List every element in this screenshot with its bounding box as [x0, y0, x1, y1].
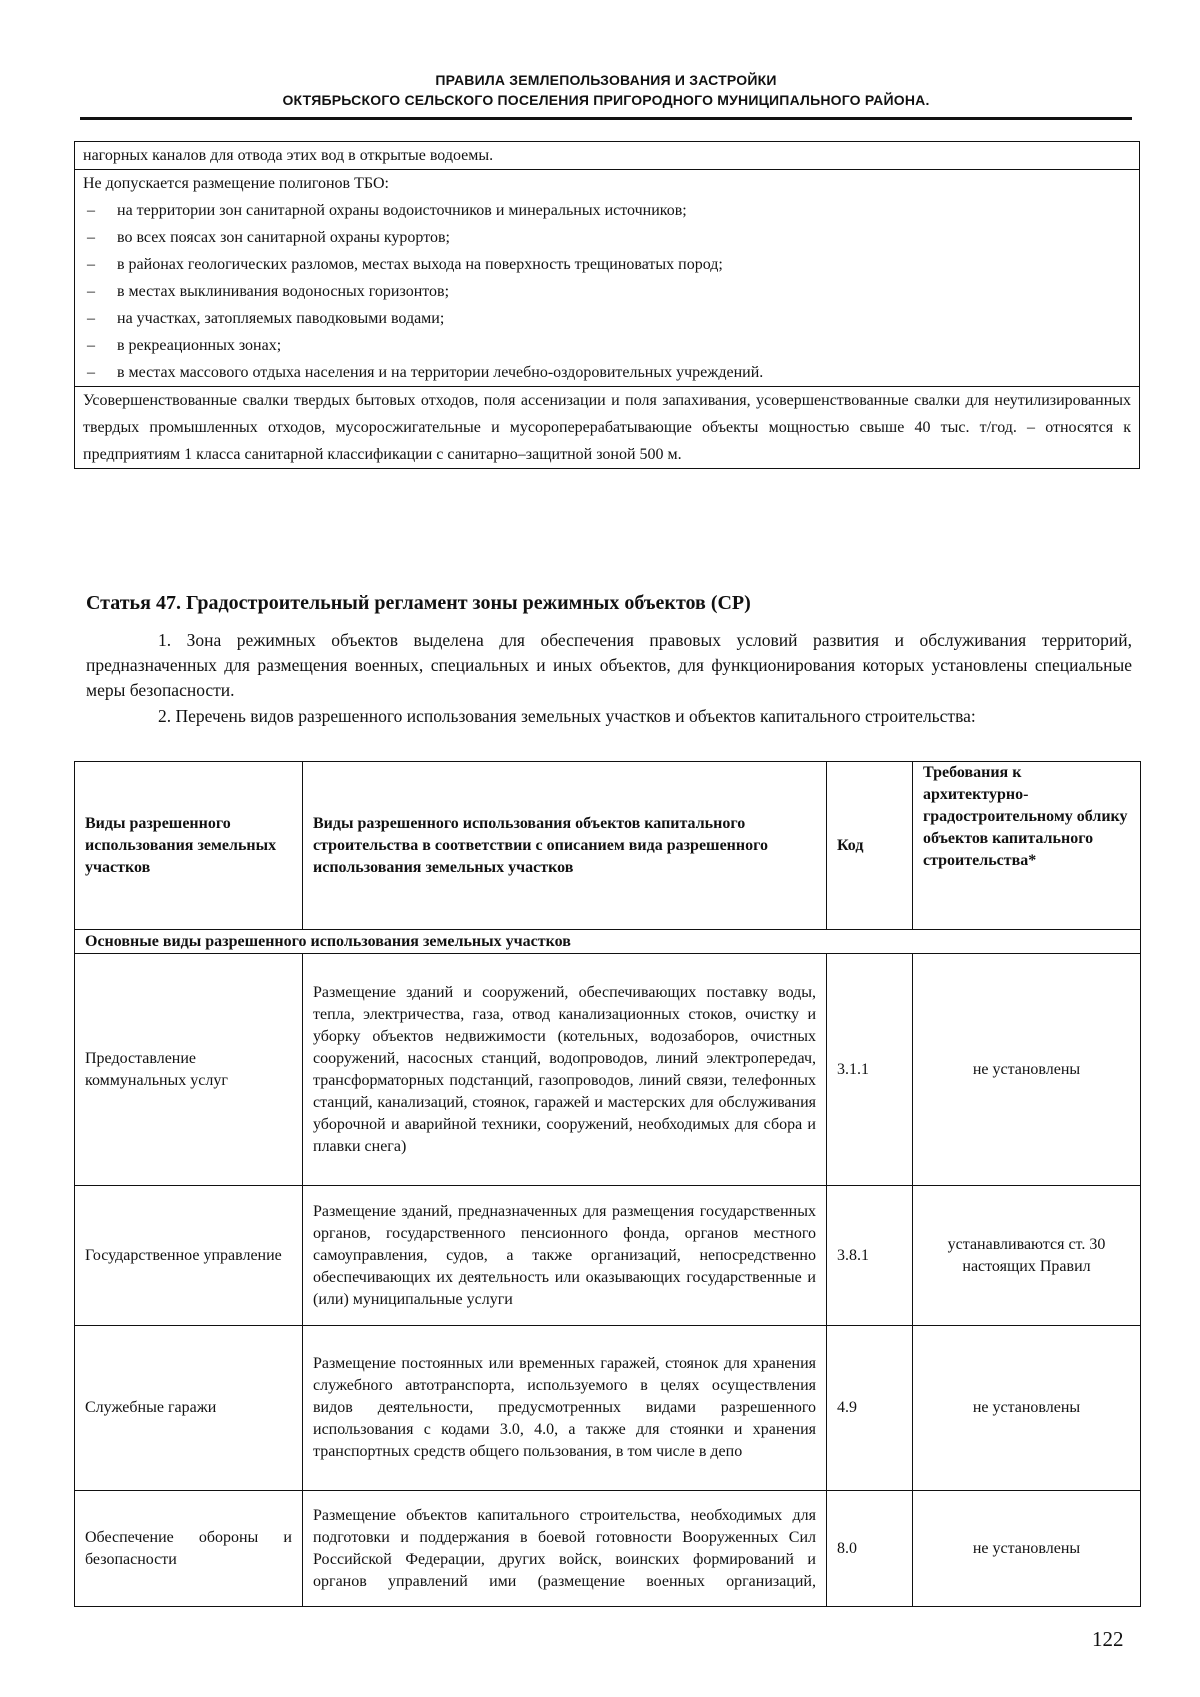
- list-item: – на участках, затопляемых паводковыми водами;: [83, 305, 1131, 332]
- use-requirement: не установлены: [913, 1491, 1141, 1607]
- use-code: 4.9: [827, 1326, 913, 1491]
- table-row: [75, 954, 1141, 1186]
- land-use-name: Служебные гаражи: [75, 1326, 303, 1491]
- use-requirement: не установлены: [913, 1326, 1141, 1491]
- use-description: Размещение зданий и сооружений, обеспечивающих поставку воды, тепла, электричества, газа, отвод канализационных стоков, очистку и уборку объектов недвижимости (котельных, водозаборов, очистных сооружений, насосных станций, водопроводов, линий электропередач, трансформаторных подстанций, газопроводов, линий связи, телефонных станций, канализаций, стоянок, гаражей и мастерских для обслуживания уборочной и аварийной техники, сооружений, необходимых для сбора и плавки снега): [303, 954, 827, 1186]
- header-line-2: ОКТЯБРЬСКОГО СЕЛЬСКОГО ПОСЕЛЕНИЯ ПРИГОРОДНОГО МУНИЦИПАЛЬНОГО РАЙОНА.: [282, 92, 930, 108]
- header-rule: [80, 117, 1132, 120]
- header-code: Код: [827, 762, 913, 930]
- running-header: [80, 70, 1132, 110]
- list-item: – в рекреационных зонах;: [83, 332, 1131, 359]
- header-line-1: ПРАВИЛА ЗЕМЛЕПОЛЬЗОВАНИЯ И ЗАСТРОЙКИ: [435, 72, 777, 88]
- sanitary-requirements-box: [74, 141, 1140, 469]
- article-title: Статья 47. Градостроительный регламент зоны режимных объектов (СР): [86, 592, 751, 614]
- header-building-use: Виды разрешенного использования объектов капитального строительства в соответствии с описанием вида разрешенного использования земельных участков: [303, 762, 827, 930]
- use-description: Размещение постоянных или временных гаражей, стоянок для хранения служебного автотранспорта, используемого в целях осуществления видов деятельности, предусмотренных видами разрешенного использования с кодами 3.0, 4.0, а также для стоянки и хранения транспортных средств общего пользования, в том числе в депо: [303, 1326, 827, 1491]
- use-code: 3.1.1: [827, 954, 913, 1186]
- landfill-restriction-list: [83, 197, 1131, 386]
- article-paragraph-2: 2. Перечень видов разрешенного использования земельных участков и объектов капитального строительства:: [158, 706, 976, 726]
- use-code: 8.0: [827, 1491, 913, 1607]
- land-use-name: Обеспечение обороны и безопасности: [75, 1491, 303, 1607]
- list-item: – на территории зон санитарной охраны водоисточников и минеральных источников;: [83, 197, 1131, 224]
- list-item: – в районах геологических разломов, местах выхода на поверхность трещиноватых пород;: [83, 251, 1131, 278]
- header-land-use: Виды разрешенного использования земельных участков: [75, 762, 303, 930]
- table-row: [75, 1491, 1141, 1607]
- table-header-row: [75, 762, 1141, 930]
- section-title: Основные виды разрешенного использования земельных участков: [75, 930, 1141, 954]
- use-description: Размещение зданий, предназначенных для размещения государственных органов, государственного пенсионного фонда, органов местного самоуправления, судов, а также организаций, непосредственно обеспечивающих их деятельность или оказывающих государственные и (или) муниципальные услуги: [303, 1186, 827, 1326]
- box-row-1: нагорных каналов для отвода этих вод в открытые водоемы.: [75, 142, 1139, 170]
- landfill-restriction-title: Не допускается размещение полигонов ТБО:: [83, 175, 389, 192]
- use-requirement: не установлены: [913, 954, 1141, 1186]
- table-row: [75, 1326, 1141, 1491]
- land-use-name: Предоставление коммунальных услуг: [75, 954, 303, 1186]
- use-code: 3.8.1: [827, 1186, 913, 1326]
- table-section-row: [75, 930, 1141, 954]
- list-item: – в местах выклинивания водоносных горизонтов;: [83, 278, 1131, 305]
- permitted-use-table: [74, 761, 1141, 1607]
- use-description: Размещение объектов капитального строительства, необходимых для подготовки и поддержания в боевой готовности Вооруженных Сил Российской Федерации, других войск, воинских формирований и органов управлений ими (размещение военных организаций,: [303, 1491, 827, 1607]
- box-row-2: [75, 170, 1139, 387]
- page-number: 122: [1092, 1627, 1124, 1651]
- use-requirement: устанавливаются ст. 30 настоящих Правил: [913, 1186, 1141, 1326]
- header-requirements: Требования к архитектурно-градостроительному облику объектов капитального строительства*: [913, 762, 1141, 930]
- list-item: – во всех поясах зон санитарной охраны курортов;: [83, 224, 1131, 251]
- land-use-name: Государственное управление: [75, 1186, 303, 1326]
- list-item: – в местах массового отдыха населения и на территории лечебно-оздоровительных учреждений.: [83, 359, 1131, 386]
- table-row: [75, 1186, 1141, 1326]
- article-paragraph-1: 1. Зона режимных объектов выделена для обеспечения правовых условий развития и обслуживания территорий, предназначенных для размещения военных, специальных и иных объектов, для функционирования которых установлены специальные меры безопасности.: [86, 630, 1132, 700]
- box-row-3: Усовершенствованные свалки твердых бытовых отходов, поля ассенизации и поля запахивания, усовершенствованные свалки для неутилизированных твердых промышленных отходов, мусоросжигательные и мусороперерабатывающие объекты мощностью свыше 40 тыс. т/год. – относятся к предприятиям 1 класса санитарной классификации с санитарно–защитной зоной 500 м.: [83, 392, 1131, 463]
